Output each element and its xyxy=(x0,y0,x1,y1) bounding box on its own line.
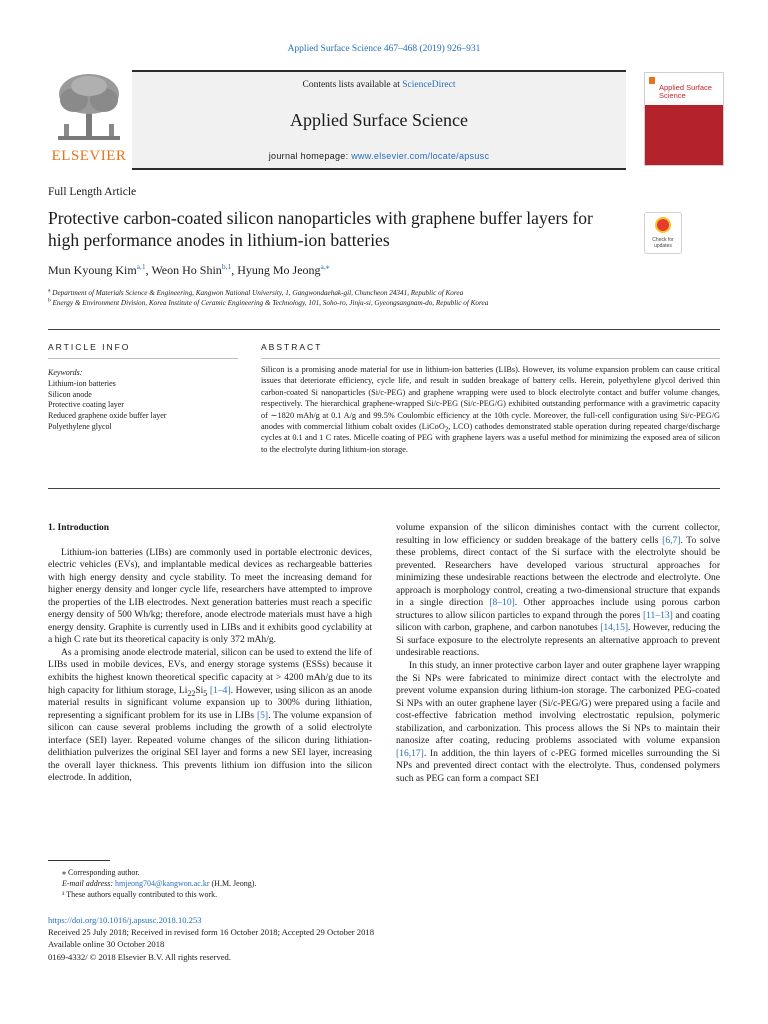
paper-title: Protective carbon-coated silicon nanoparticles with graphene buffer layers for high performance anodes in lithium-ion batteries xyxy=(48,208,593,250)
homepage-prefix: journal homepage: xyxy=(268,151,352,161)
divider-bottom xyxy=(48,488,720,489)
footnote-divider xyxy=(48,860,110,861)
equal-contribution-note: ¹ These authors equally contributed to this work. xyxy=(62,890,218,899)
divider-top xyxy=(48,329,720,330)
elsevier-logo[interactable] xyxy=(48,70,128,166)
keyword-item: Silicon anode xyxy=(48,389,92,399)
reference-link[interactable]: [11–13] xyxy=(642,609,673,621)
elsevier-wordmark: ELSEVIER xyxy=(51,148,127,164)
body-column-left xyxy=(48,522,372,785)
doi-link[interactable]: https://doi.org/10.1016/j.apsusc.2018.10.253 xyxy=(48,915,202,925)
affiliation-a xyxy=(48,289,728,297)
journal-title-box xyxy=(132,70,626,170)
elsevier-tree-icon xyxy=(54,72,124,144)
email-link[interactable]: hmjeong704@kangwon.ac.kr xyxy=(115,879,210,888)
author-affiliation-marker[interactable]: a,1 xyxy=(136,262,146,271)
author-name[interactable]: Mun Kyoung Kim xyxy=(48,263,137,277)
abstract-rule xyxy=(261,358,720,359)
citation-link[interactable]: Applied Surface Science 467–468 (2019) 926–931 xyxy=(287,44,481,54)
reference-link[interactable]: [16,17] xyxy=(396,747,424,759)
intro-paragraph: volume expansion of the silicon diminishes contact with the current collector, resulting in low efficiency or sudden breakage of the battery cells [6,7]. To solve these problems, direct contact of the Si surface with the electrolyte should be prevented. Researchers have developed various structural approaches for minimizing these undesirable reactions between the electrode and electrolyte. One approach is morphology control, creating a two-dimensional structure that expands in a single direction [8–10]. Other approaches include using porous carbon structures to allow silicon particles to expand through the pores [11–13] and coating silicon with carbon, graphene, and carbon nanotubes [14,15]. However, reducing the Si surface exposure to the electrolyte represents an alternative approach to prevent undesirable reactions. xyxy=(396,522,721,659)
reference-link[interactable]: [14,15] xyxy=(600,622,629,634)
history-line: Received 25 July 2018; Received in revised form 16 October 2018; Accepted 29 October 2018 xyxy=(48,927,374,938)
abstract-text: , LCO) cathodes demonstrated stable operation during repeated charge/discharge cycles at 0.1 and 1 C rates. Micelle coating of PEG with graphene layers was a useful method for minimizing the exposed area of silicon to the electrolyte during lithium-ion storage. xyxy=(261,422,720,454)
keyword-item: Reduced graphene oxide buffer layer xyxy=(48,411,167,421)
publication-info xyxy=(48,914,548,963)
intro-heading: 1. Introduction xyxy=(48,523,110,533)
abstract-body xyxy=(261,364,720,455)
journal-header xyxy=(48,70,722,166)
homepage-link[interactable]: www.elsevier.com/locate/apsusc xyxy=(351,151,490,161)
crossmark-label: Check for updates xyxy=(652,237,674,249)
article-info-heading: ARTICLE INFO xyxy=(48,342,131,352)
cover-badge-icon xyxy=(649,77,655,84)
affiliation-b xyxy=(48,299,728,307)
keyword-item: Lithium-ion batteries xyxy=(48,378,116,388)
intro-paragraph: As a promising anode electrode material, silicon can be used to extend the life of LIBs used in mobile devices, EVs, and energy storage systems (ESSs) because it exhibits the highest known theoretical specific capacity at > 4200 mAh/g due to its high capacity for lithium storage, $Li_{22}Si_5$ [1–4]. However, using silicon as an anode material results in significant volume expansion up to 300% during lithiation, representing a significant problem for its use in LIBs [5]. The volume expansion of silicon can cause several problems including the growth of a solid electrolyte interface (SEI) layer. Repeated volume changes of the silicon during lithiation-delithiation pulverizes the original SEI layer and forms a new SEI layer, increasing the overall layer thickness. This prevents lithium ion diffusion into the silicon electrode. In addition, xyxy=(48,646,372,784)
sciencedirect-link[interactable]: ScienceDirect xyxy=(402,80,456,90)
keywords-block xyxy=(48,368,238,433)
cover-title: Applied Surface Science xyxy=(659,83,712,100)
article-type: Full Length Article xyxy=(48,186,137,198)
crossmark-icon xyxy=(655,217,671,233)
keyword-item: Protective coating layer xyxy=(48,400,124,410)
affiliation-label: a xyxy=(48,287,51,294)
keywords-label: Keywords: xyxy=(48,368,83,377)
online-line: Available online 30 October 2018 xyxy=(48,939,165,950)
body-column-right xyxy=(396,522,720,785)
cover-top xyxy=(645,73,723,101)
reference-link[interactable]: [8–10] xyxy=(489,597,515,609)
contents-line xyxy=(132,80,626,90)
author-affiliation-marker[interactable]: a,⁎ xyxy=(320,262,330,271)
email-note: E-mail address: hmjeong704@kangwon.ac.kr (H.M. Jeong). xyxy=(62,879,257,888)
affiliation-label: b xyxy=(48,297,51,304)
affiliation-text: Energy & Environment Division, Korea Institute of Ceramic Engineering & Technology, 101, Soho-ro, Jinju-si, Gyeongsangnam-do, Republic of Korea xyxy=(52,299,489,307)
reference-link[interactable]: [5] xyxy=(256,709,269,721)
copyright-line: 0169-4332/ © 2018 Elsevier B.V. All rights reserved. xyxy=(48,951,231,962)
abstract-subscript: 2 xyxy=(444,426,449,434)
cover-red-band xyxy=(645,105,723,165)
abstract-text: Silicon is a promising anode material for use in lithium-ion batteries (LIBs). However, its volume expansion problem can cause critical issues that deteriorate efficiency, cycle life, and result in sudden breakage of battery cells. Herein, polyethylene glycol derived thin carbon-coated Si nanoparticles (Si/c-PEG) and graphene wrapping were used to block electrolyte contact and buffer volume changes, respectively. The hierarchical graphene-wrapped Si/c-PEG (Si/c-PEG/G) exhibited outstanding performance with a gravimetric capacity of ∼1820 mAh/g at 0.1 A/g and 99.5% Coulombic efficiency at the 10th cycle. Moreover, the full-cell configuration using Si/c-PEG/G anodes with commercial lithium cobalt oxides (LiCoO xyxy=(261,365,720,432)
author-name[interactable]: Weon Ho Shin xyxy=(151,263,222,277)
intro-paragraph: Lithium-ion batteries (LIBs) are commonly used in portable electronic devices, electric vehicles (EVs), and implantable medical devices as rechargeable batteries with high energy density and cycle stability. To meet the increasing demand for higher energy density and longer cycle life, researchers have attempted to improve the properties of the LIB electrodes. Next generation batteries must reach a specific energy density of 500 Wh/kg; therefore, anode electrode materials must have a high energy density. Graphite is currently used in LIBs and it exhibits good cyclability at a high C rate but its theoretical capacity is only 372 mAh/g. xyxy=(48,546,372,646)
keyword-item: Polyethylene glycol xyxy=(48,421,112,431)
author-list: Mun Kyoung Kim$^{a,1}$, Weon Ho Shin$^{b,1}$, Hyung Mo Jeong$^{a,⁎}$ xyxy=(48,262,330,277)
contents-prefix: Contents lists available at xyxy=(302,80,403,90)
journal-cover-thumbnail[interactable] xyxy=(644,72,724,166)
article-info-rule xyxy=(48,358,238,359)
corresponding-author-note: ⁎ Corresponding author. xyxy=(62,868,140,877)
reference-link[interactable]: [1–4] xyxy=(209,684,231,696)
reference-link[interactable]: [6,7] xyxy=(662,534,681,546)
footnotes xyxy=(48,867,378,900)
crossmark-badge[interactable] xyxy=(644,212,682,254)
abstract-heading: ABSTRACT xyxy=(261,342,323,352)
journal-name: Applied Surface Science xyxy=(290,110,468,130)
intro-paragraph: In this study, an inner protective carbon layer and outer graphene layer wrapping the Si NPs were fabricated to minimize direct contact with the electrolyte and prevent volume expansion during lithium-ion storage. The carbonized PEG-coated Si NPs with an outer graphene layer (Si/c-PEG/G) were prepared using a facile and cost-effective fabrication method involving electrostatic repulsion, polymeric stabilization, and carbonization. This process allows the Si NPs to maintain their nanosize after coating, reducing problems associated with volume expansion [16,17]. In addition, the thin layers of c-PEG formed micelles surrounding the Si NPs and prevented direct contact with the electrolyte. Thus, condensed polymers such as PEG can form a compact SEI xyxy=(396,660,720,784)
journal-citation[interactable] xyxy=(0,44,768,54)
homepage-line xyxy=(132,151,626,161)
affiliation-text: Department of Materials Science & Engineering, Kangwon National University, 1, Gangwondaehak-gil, Chuncheon 24341, Republic of Korea xyxy=(52,289,464,297)
author-name[interactable]: Hyung Mo Jeong xyxy=(237,263,321,277)
author-affiliation-marker[interactable]: b,1 xyxy=(221,262,232,271)
